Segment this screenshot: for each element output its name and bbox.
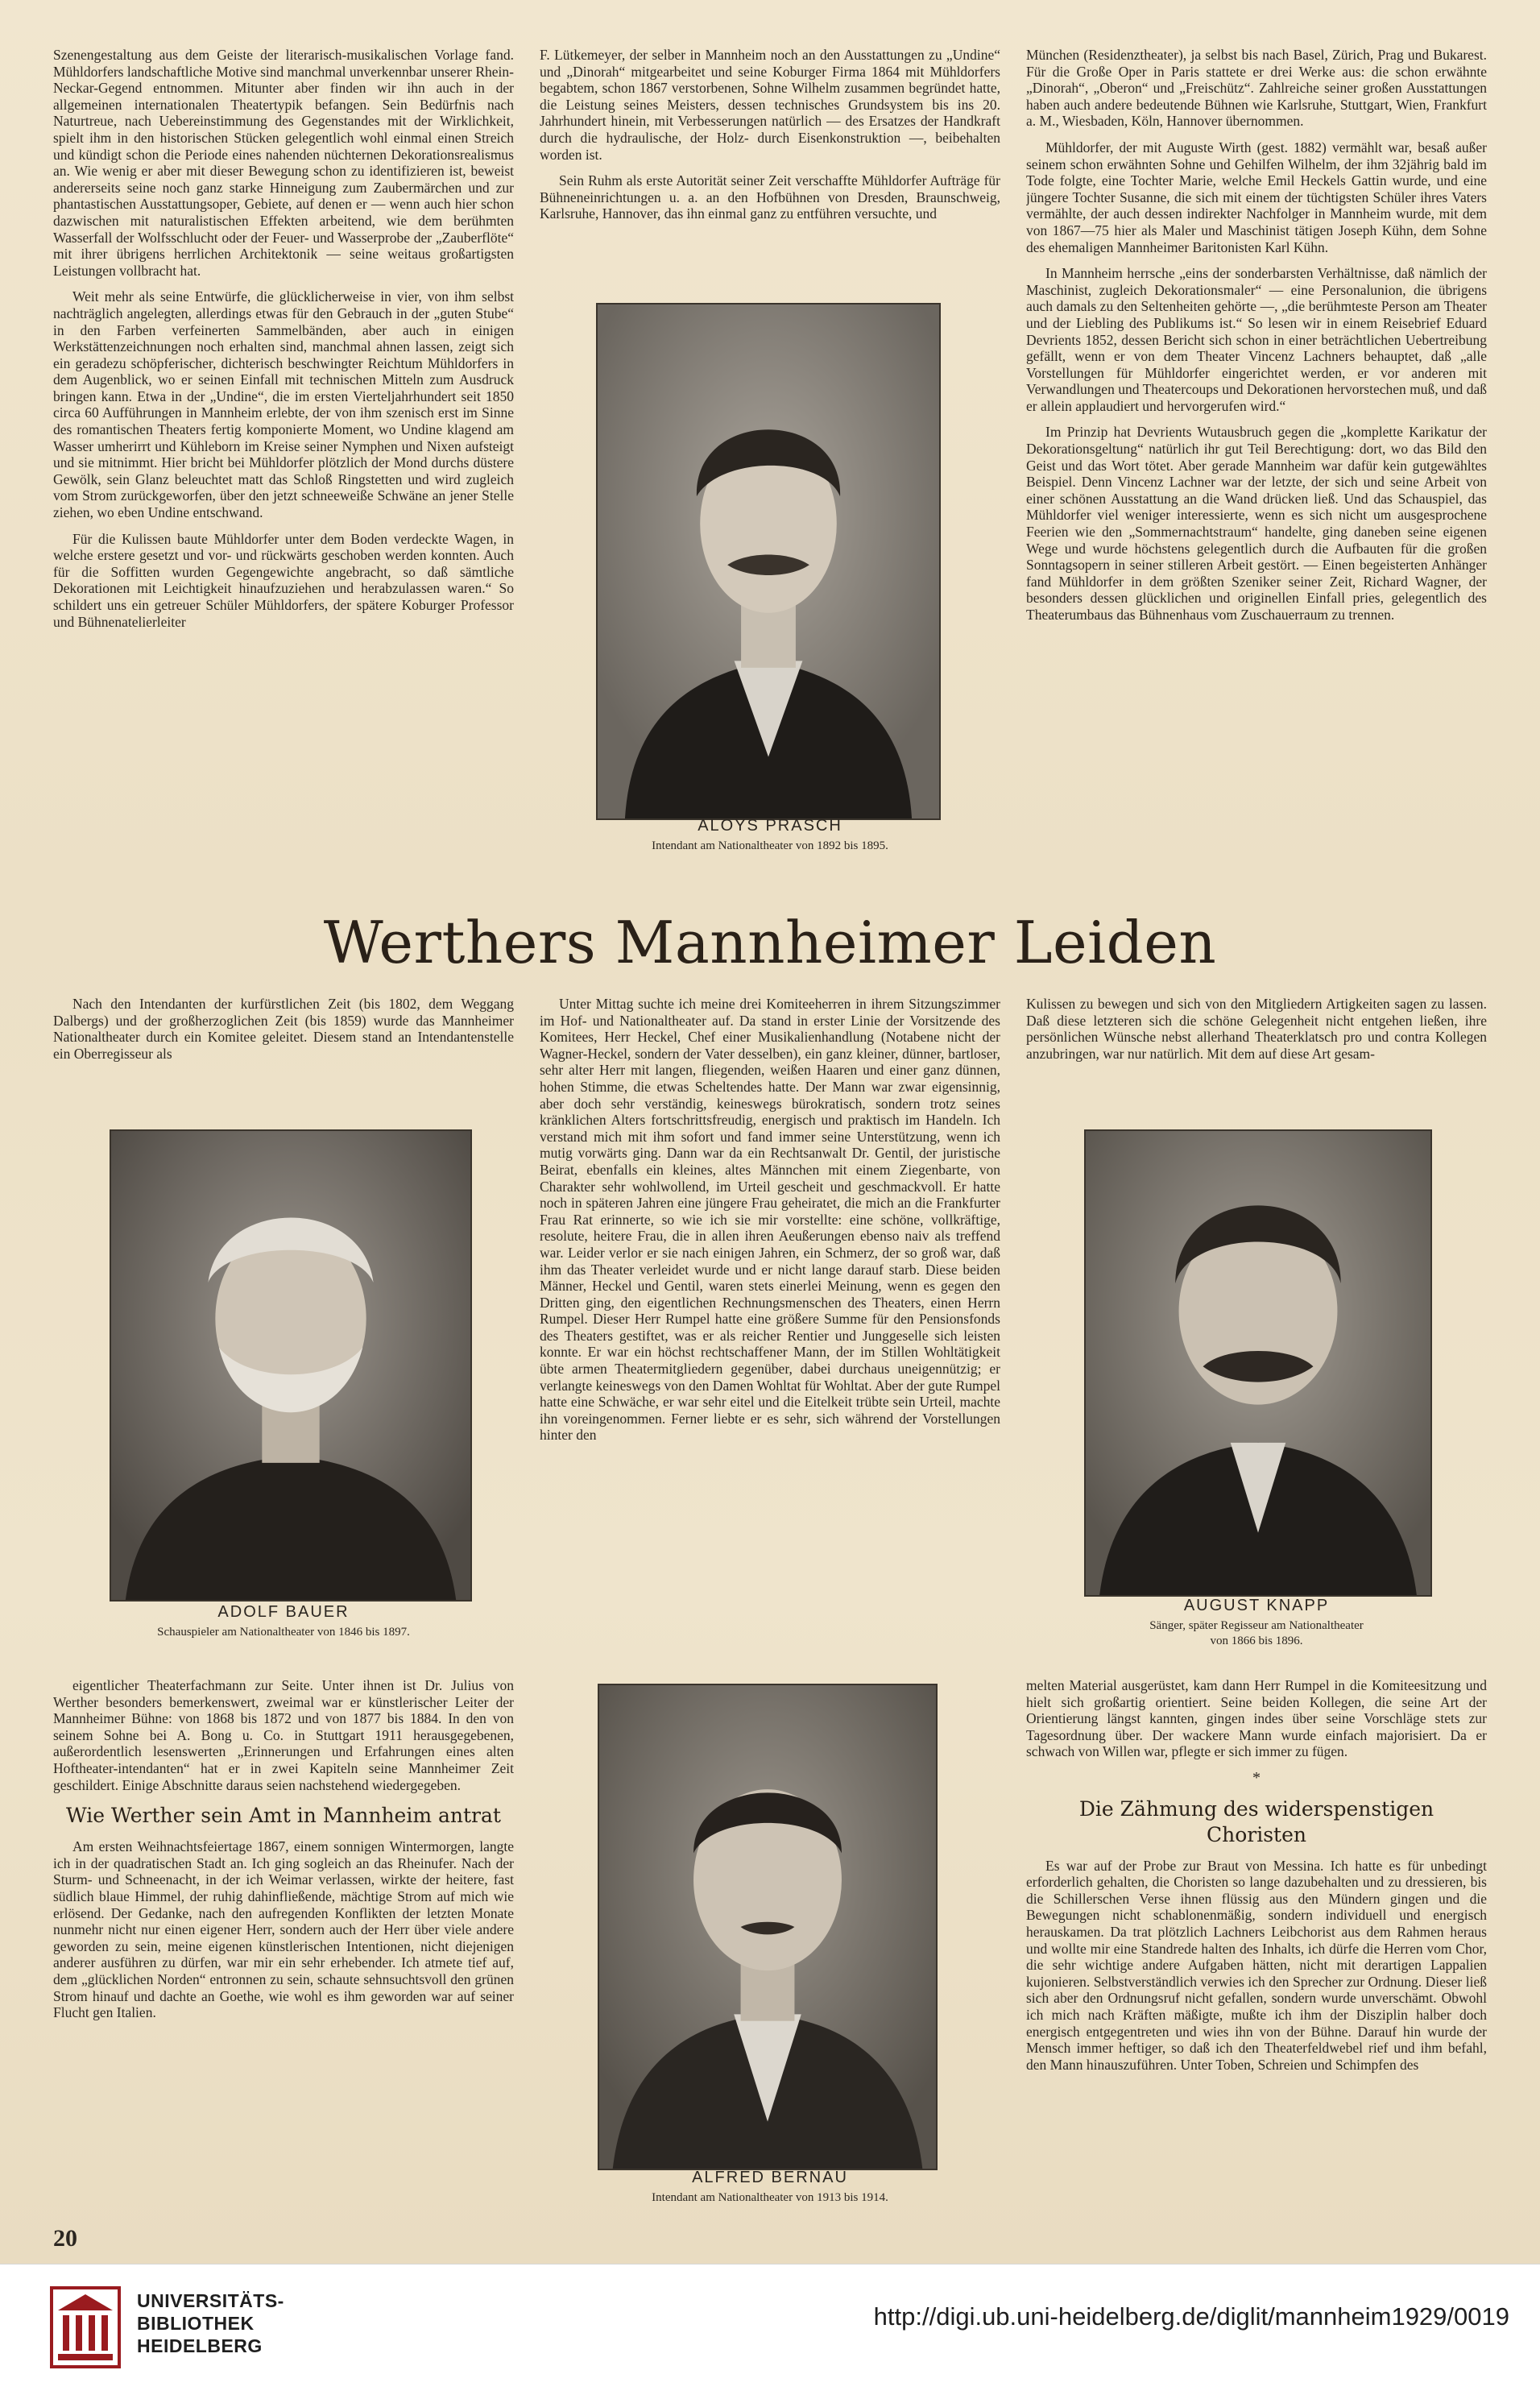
- paragraph: Nach den Intendanten der kurfürstlichen Zeit (bis 1802, dem Weggang Dalbergs) und der großherzoglichen Zeit (bis 1859) wurde das Mannheimer Nationaltheater durch ein Komitee geleitet. Diesem stand an Intendantenstelle ein Oberregisseur als: [53, 996, 514, 1062]
- paragraph: München (Residenztheater), ja selbst bis nach Basel, Zürich, Prag und Bukarest. Für die Große Oper in Paris stattete er drei Werke aus: die schon erwähnte „Dinorah“, „Oberon“ und „Freischütz“. Zahlreiche seiner großen Ausstattungen haben auch andere bedeutende Bühnen wie Karlsruhe, Stuttgart, Wien, Frankfurt a. M., Wiesbaden, Köln, Hannover übernommen.: [1026, 47, 1487, 130]
- paragraph: In Mannheim herrsche „eins der sonderbarsten Verhältnisse, daß nämlich der Maschinist, zugleich Dekorationsmaler“ — eine Personalunion, die übrigens auch damals zu den Seltenheiten gehörte —, „die berühmteste Person am Theater und der Liebling des Publikums ist.“ So lesen wir in einem Reisebrief Eduard Devrients 1852, dessen Bericht sich schon in einer beträchtlichen Uebertreibung gefällt, wenn er von dem Theater Vincenz Lachners behauptet, daß „alle Vorstellungen für Mühldorfer eingerichtet werden, er vor anderen mit Verwandlungen und Theatercoups und Dekorationen hervorstechen muß, und daß er allein applaudiert und hervorgerufen wird.“: [1026, 265, 1487, 414]
- bottom-column-1-intro: [53, 996, 514, 1092]
- paragraph: Mühldorfer, der mit Auguste Wirth (gest. 1882) vermählt war, besaß außer seinem schon erwähnten Sohne und Gehilfen Wilhelm, der ihm 32jährig bald im Tode folgte, eine Tochter Marie, welche Emil Heckels Gattin wurde, und eine jüngere Tochter Susanne, die sich mit einem der tüchtigsten Schüler ihres Vaters vermählte, der auch dessen indirekter Nachfolger in Mannheim wurde, mit dem von 1867—75 hier als Maler und Maschinist tätigen Joseph Kühn, dem Sohne des ehemaligen Mannheimer Baritonisten Karl Kühn.: [1026, 139, 1487, 255]
- top-column-3: [1026, 47, 1487, 862]
- paragraph: Sein Ruhm als erste Autorität seiner Zeit verschaffte Mühldorfer Aufträge für Bühneneinrichtungen u. a. an den Hofbühnen von Dresden, Braunschweig, Karlsruhe, Hannover, das ihn einmal ganz zu entführen versuchte, und: [540, 172, 1000, 222]
- paragraph: Für die Kulissen baute Mühldorfer unter dem Boden verdeckte Wagen, in welche erstere gesetzt und vor- und rückwärts geschoben werden konnten. Auch für die Soffitten wurden Gegengewichte angebracht, so daß sämtliche Dekorationen mit Leichtigkeit hinaufzuziehen und herabzulassen waren.“ So schildert uns ein getreuer Schüler Mühldorfers, der spätere Koburger Professor und Bühnenatelierleiter: [53, 530, 514, 630]
- section-heading: Wie Werther sein Amt in Mannheim antrat: [66, 1804, 501, 1828]
- bottom-column-2: [540, 996, 1000, 1647]
- top-column-2: [540, 47, 1000, 303]
- portrait-august-knapp: [1084, 1129, 1432, 1597]
- caption-adolf-bauer: [53, 1603, 514, 1640]
- caption-role: Schauspieler am Nationaltheater von 1846 bis 1897.: [157, 1626, 410, 1639]
- library-name-line: UNIVERSITÄTS-: [137, 2290, 284, 2311]
- paragraph: Am ersten Weihnachtsfeiertage 1867, einem sonnigen Wintermorgen, langte ich in der quadratischen Stadt an. Ich ging sogleich an das Rheinufer. Nach der Sturm- und Schneenacht, in der ich Weimar verlassen, wirkte der heitere, fast südlich blaue Himmel, der ruhig dahinfließende, mächtige Strom auf mich wie erlösend. Der Gedanke, nach den aufregenden Konflikten der letzten Monate nunmehr nicht nur einen eigener Herr, sondern auch der Herr über viele andere geworden zu sein, meine eigenen künstlerischen Intentionen, nicht diejenigen anderer ausführen zu dürfen, war mir ein sehr erhebender. Ich atmete tief auf, dem „glücklichen Norden“ entronnen zu sein, schaute sehnsuchtsvoll den grünen Strom hinauf und dachte an Goethe, wie wohl es ihm geworden war auf seiner Flucht gen Italien.: [53, 1838, 514, 2021]
- section-heading: Die Zähmung des widerspenstigen Choristen: [1078, 1796, 1434, 1846]
- caption-aloys-prasch: [540, 817, 1000, 854]
- paragraph: Im Prinzip hat Devrients Wutausbruch gegen die „komplette Karikatur der Dekorationsgeltung“ natürlich ihr gut Teil Berechtigung: dort, wo das Bild den Geist und das Wort tötet. Aber gerade Mannheim war dafür kein gutgewähltes Beispiel. Denn Vincenz Lachner war der letzte, der sich und seine Arbeit von einer schönen Ausstattung an die Wand drücken ließ. Und das Schauspiel, das Mühldorfer viel weniger interessierte, wenn es sich nicht um ausgesprochene Feerien wie den „Sommernachtstraum“ handelte, ging daneben seine eigenen Wege und wurde höchstens gelegentlich durch die Aufbauten für die großen Sonntagsopern in seiner stilleren Arbeit gestört. — Einen begeisterten Anhänger fand Mühldorfer in dem größten Szeniker seiner Zeit, Richard Wagner, der besonders dessen glücklichen und originellen Einfall pries, gelegentlich des Theaterumbaus das Bühnenhaus vom Zuschauerraum zu trennen.: [1026, 424, 1487, 623]
- paragraph: melten Material ausgerüstet, kam dann Herr Rumpel in die Komiteesitzung und hielt sich großartig orientiert. Seine beiden Kollegen, die seine Art der Orientierung längst kannten, gingen indes über seine Vorschläge stets zur Tagesordnung über. Der wackere Mann wurde einfach majorisiert. Da er schwach von Willen war, pflegte er sich immer zu fügen.: [1026, 1677, 1487, 1760]
- caption-name: ALFRED BERNAU: [692, 2169, 848, 2186]
- paragraph: Weit mehr als seine Entwürfe, die glücklicherweise in vier, von ihm selbst nachträglich angelegten, allerdings etwas für den Gebrauch in der „guten Stube“ in den Farben verfeinerten Sammelbänden, aber auch in einigen Werkstättenzeichnungen noch erhalten sind, manchmal ahnen lassen, zeigt sich ein geradezu schöpferischer, dichterisch beschwingter Reichtum Mühldorfers in dem Augenblick, wo er seinen Einfall mit technischen Mitteln zum Ausdruck bringen kann. Etwa in der „Undine“, die im ersten Vierteljahrhundert seit 1850 circa 60 Aufführungen in Mannheim erlebte, der von ihm szenisch erst im Sinne des romantischen Theaters fertig komponierte Moment, wo Undine klagend am Wasser umherirrt und Kühleborn im Kreise seiner Nymphen und Nixen aufsteigt und sie mitnimmt. Hier bricht bei Mühldorfer plötzlich der Mond durchs düstere Gewölk, sein Glanz beleuchtet matt das Schloß Ringstetten und wird zugleich vom Strom zurückgeworfen, über den jetzt schneeweiße Schwäne an jener Stelle ziehen, wo eben Undine entschwand.: [53, 288, 514, 521]
- paragraph: Szenengestaltung aus dem Geiste der literarisch-musikalischen Vorlage fand. Mühldorfers landschaftliche Motive sind manchmal unverkennbar unserer Rhein-Neckar-Gegend entnommen. Mitunter aber finden wir ihn auch in der allgemeinen internationalen Theatertypik befangen. Sein Bedürfnis nach Naturtreue, nach Uebereinstimmung des Gegenstandes mit der Wirklichkeit, spielt ihm in den historischen Stücken gelegentlich wohl einmal einen Streich und kündigt schon die Periode eines nahenden nüchternen Dekorationsrealismus an. Wie wenig er aber mit dieser Bewegung schon zu identifizieren ist, beweist andererseits seine noch ganz starke Hinneigung zum Zaubermärchen und zur phantastischen Ausstattungsoper, Gebiete, auf denen er — wenn auch hier schon dazwischen mit naturalistischen Effekten arbeitend, wie dem berühmten Wasserfall der Wolfsschlucht oder der Feuer- und Wasserprobe der „Zauberflöte“ mit ihrer übrigens herrlichen Architektonik — seine weitaus großartigsten Leistungen vollbracht hat.: [53, 47, 514, 279]
- page-number: 20: [53, 2225, 77, 2252]
- portrait-alfred-bernau: [598, 1684, 938, 2170]
- caption-name: ADOLF BAUER: [217, 1603, 350, 1621]
- portrait-aloys-prasch: [596, 303, 941, 820]
- section-separator: *: [1252, 1768, 1261, 1787]
- caption-role: Sänger, später Regisseur am Nationaltheater: [1149, 1619, 1364, 1632]
- paragraph: F. Lütkemeyer, der selber in Mannheim noch an den Ausstattungen zu „Undine“ und „Dinorah“ mitgearbeitet und seine Koburger Firma 1864 mit Mühldorfers begabtem, schon 1867 verstorbenen, Sohne Wilhelm zusammen begründet hatte, die Leistung seines Meisters, dessen technisches Grundsystem bis ins 20. Jahrhundert hinein, mit Verbesserungen natürlich — des Ersatzes der Handkraft durch die hydraulische, der Holz- durch Eisenkonstruktion —, beibehalten worden ist.: [540, 47, 1000, 163]
- caption-role: Intendant am Nationaltheater von 1913 bis 1914.: [652, 2191, 888, 2204]
- paragraph: Es war auf der Probe zur Braut von Messina. Ich hatte es für unbedingt erforderlich gehalten, die Choristen so lange dazubehalten und zu dressieren, bis die Schillerschen Verse ihnen flüssig aus den Mündern gingen und die Bewegungen nicht schablonenmäßig, sondern individuell und energisch herauskamen. Da trat plötzlich Lachners Leibchorist aus dem Rahmen heraus und wollte mir eine Standrede halten des Inhalts, ich dürfe die Herren vom Chor, die sehr wichtige andere Aufgaben hätten, nicht mit derartigen Lappalien kujonieren. Selbstverständlich verwies ich den Sprecher zur Ordnung. Dieser ließ sich aber den Ordnungsruf nicht gefallen, sondern wurde unverschämt. Obwohl ich mich nach Kräften mäßigte, mußte ich ihm der Disziplin halber doch energisch entgegentreten und wies ihn von der Bühne. Darauf hin wurde der Mensch immer heftiger, so daß ich den Theaterfeldwebel rief und ihm befahl, den Mann hinauszuführen. Unter Toben, Schreien und Schimpfen des: [1026, 1857, 1487, 2073]
- caption-role: von 1866 bis 1896.: [1210, 1635, 1303, 1647]
- paragraph: Kulissen zu bewegen und sich von den Mitgliedern Artigkeiten sagen zu lassen. Daß diese letzteren sich die schöne Gelegenheit nicht entgehen ließen, ihre persönlichen Wünsche nebst allerhand Theaterklatsch pro und contra Kollegen anzubringen, war nur natürlich. Mit dem auf diese Art gesam-: [1026, 996, 1487, 1062]
- caption-august-knapp: [1026, 1597, 1487, 1649]
- portrait-adolf-bauer: [110, 1129, 472, 1602]
- article-title: Werthers Mannheimer Leiden: [323, 909, 1217, 976]
- caption-name: AUGUST KNAPP: [1183, 1597, 1330, 1614]
- bottom-column-1: [53, 1677, 514, 2233]
- source-url-link[interactable]: http://digi.ub.uni-heidelberg.de/diglit/mannheim1929/0019: [873, 2302, 1509, 2331]
- paragraph: eigentlicher Theaterfachmann zur Seite. Unter ihnen ist Dr. Julius von Werther besonders bemerkenswert, zweimal war er künstlerischer Leiter der Mannheimer Bühne: von 1868 bis 1872 und von 1877 bis 1884. In den von seinem Sohne bei A. Bong u. Co. in Stuttgart 1911 herausgegebenen, außerordentlich lesenswerten „Erinnerungen und Erfahrungen eines alten Hoftheater-intendanten“ hat er in zwei Kapiteln seine Mannheimer Zeit geschildert. Einige Abschnitte daraus seien nachstehend wiedergegeben.: [53, 1677, 514, 1793]
- bottom-column-3: [1026, 1677, 1487, 2233]
- library-name-line: HEIDELBERG: [137, 2335, 263, 2356]
- top-column-1: [53, 47, 514, 862]
- caption-name: ALOYS PRASCH: [698, 817, 842, 835]
- university-library-logo-icon: [47, 2283, 124, 2372]
- bottom-column-3-intro: [1026, 996, 1487, 1081]
- caption-alfred-bernau: [540, 2169, 1000, 2206]
- library-name-line: BIBLIOTHEK: [137, 2313, 255, 2334]
- paragraph: Unter Mittag suchte ich meine drei Komiteeherren in ihrem Sitzungszimmer im Hof- und Nationaltheater auf. Da stand in erster Linie der Vorsitzende des Komitees, Herr Heckel, Chef einer Musikalienhandlung (Notabene nicht der Wagner-Heckel, sondern der Vater desselben), ein ganz kleiner, dünner, bartloser, sehr alter Herr mit langen, fliegenden, weißen Haaren und einer ganz dünnen, hohen Stimme, die etwas Scheltendes hatte. Der Mann war zwar eigensinnig, aber doch sehr verständig, keineswegs bürokratisch, sondern trotz seines kränklichen Alters fortschrittsfreudig, energisch und praktisch im Handeln. Ich verstand mich mit ihm sofort und fand immer seine Unterstützung, wenn ich mutig vorwärts ging. Dann war da ein Rechtsanwalt Dr. Gentil, der juristische Beirat, ebenfalls ein kleines, altes Männchen mit einem Ziegenbarte, von Charakter sehr wohlwollend, im Urteil gescheit und geschmackvoll. Er hatte noch in späteren Jahren eine jüngere Frau geheiratet, die mich an die Frankfurter Frau Rat erinnerte, so wie ich sie mir vorstellte: eine schöne, vollkräftige, resolute, heitere Frau, die in allen ihren Aeußerungen ebenso naiv als treffend war. Leider verlor er sie nach einigen Jahren, ein Schmerz, der so groß war, daß ihm das Theater verleidet wurde und er nicht lange darauf starb. Diese beiden Männer, Heckel und Gentil, waren stets einerlei Meinung, wenn es gegen den Dritten ging, den eigentlichen Rechnungsmenschen des Theaters, einen Herrn Rumpel. Dieser Herr Rumpel hatte eine größere Summe für den Pensionsfonds des Theaters gestiftet, was er als reicher Rentier und Junggeselle sich leisten konnte. Er war ein höchst rechtschaffener Mann, der im Stillen Wohltätigkeit übte armen Theatermitgliedern gegenüber, dabei durchaus uneigennützig; er verlangte keineswegs von den Damen Wohltat für Wohltat. Aber der gute Rumpel hatte eine Schwäche, er war sehr eitel und die Eitelkeit trübte sein Urteil, machte ihn voreingenommen. Ferner liebte er es sehr, sich während der Vorstellungen hinter den: [540, 996, 1000, 1444]
- caption-role: Intendant am Nationaltheater von 1892 bis 1895.: [652, 839, 888, 852]
- library-name: [137, 2289, 284, 2357]
